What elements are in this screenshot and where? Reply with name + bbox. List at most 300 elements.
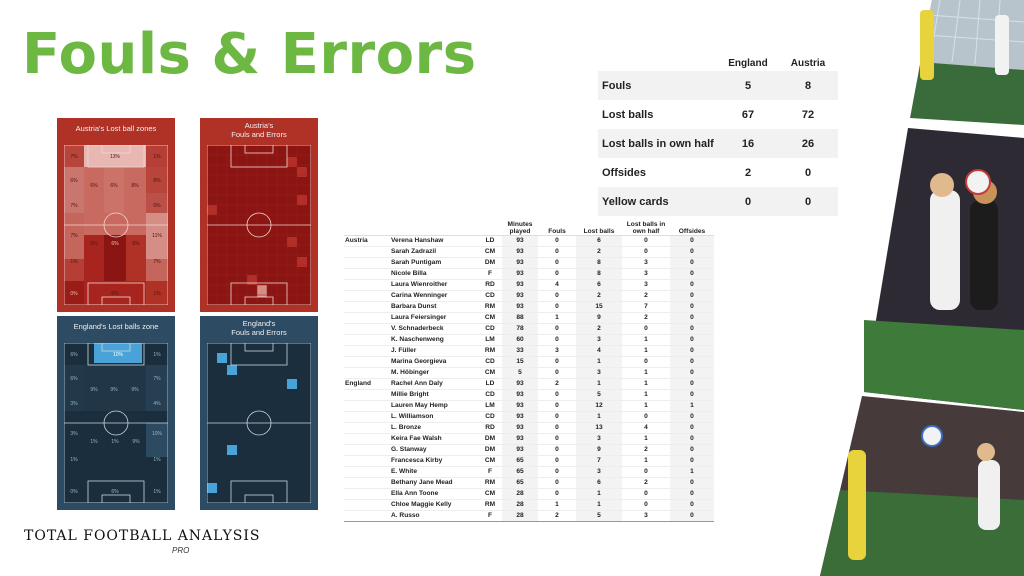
zone-label: 9% (131, 387, 139, 393)
zone-label: 1% (90, 439, 98, 445)
zone-label: 1% (153, 352, 161, 358)
position: RM (478, 499, 502, 510)
zone-label: 6% (90, 183, 98, 189)
lost-own-half: 0 (622, 323, 670, 334)
zone-label: 7% (70, 233, 78, 239)
foul-marker (287, 379, 297, 389)
fouls: 1 (538, 312, 576, 323)
fouls: 1 (538, 499, 576, 510)
summary-header-austria: Austria (790, 57, 826, 69)
england-lost-pitch (64, 343, 168, 503)
minutes-played: 93 (502, 422, 538, 433)
lost-balls: 6 (576, 235, 622, 246)
lost-balls: 1 (576, 411, 622, 422)
minutes-played: 5 (502, 367, 538, 378)
zone-label: 8% (131, 183, 139, 189)
minutes-played: 15 (502, 356, 538, 367)
lost-balls: 8 (576, 257, 622, 268)
lost-balls: 2 (576, 246, 622, 257)
player-name: L. Bronze (390, 422, 478, 433)
team-cell (344, 411, 390, 422)
lost-balls: 2 (576, 290, 622, 301)
position: CM (478, 488, 502, 499)
lost-own-half: 2 (622, 312, 670, 323)
lost-balls: 3 (576, 334, 622, 345)
position: DM (478, 433, 502, 444)
zone-label: 9% (90, 387, 98, 393)
fouls: 0 (538, 257, 576, 268)
lost-own-half: 1 (622, 367, 670, 378)
position: CD (478, 323, 502, 334)
england-lost-ball-zones-panel (57, 316, 175, 510)
minutes-played: 93 (502, 378, 538, 389)
fouls: 0 (538, 367, 576, 378)
zone-label: 9% (132, 439, 140, 445)
lost-own-half: 1 (622, 455, 670, 466)
player-row (344, 235, 714, 246)
player-name: A. Russo (390, 510, 478, 521)
zone-label: 3% (70, 431, 78, 437)
panel-title (200, 319, 318, 337)
brand-logo-sub: PRO (172, 546, 190, 555)
fouls: 0 (538, 301, 576, 312)
minutes-played: 93 (502, 400, 538, 411)
position: CD (478, 389, 502, 400)
lost-own-half: 4 (622, 422, 670, 433)
zone-label: 9% (110, 387, 118, 393)
player-row (344, 466, 714, 477)
zone-label: 7% (70, 154, 78, 160)
team-cell (344, 466, 390, 477)
zone-label: 7% (153, 376, 161, 382)
fouls: 0 (538, 356, 576, 367)
offsides: 0 (670, 334, 714, 345)
player-row (344, 312, 714, 323)
summary-value-austria: 0 (804, 166, 812, 179)
player-name: Nicole Billa (390, 268, 478, 279)
position: RD (478, 279, 502, 290)
fouls: 0 (538, 389, 576, 400)
lost-balls: 4 (576, 345, 622, 356)
minutes-played: 93 (502, 433, 538, 444)
fouls: 0 (538, 400, 576, 411)
lost-balls: 7 (576, 455, 622, 466)
offsides: 0 (670, 444, 714, 455)
lost-own-half: 0 (622, 246, 670, 257)
player-row (344, 510, 714, 521)
zone-label: 1% (153, 154, 161, 160)
lost-balls: 13 (576, 422, 622, 433)
player-name: Verena Hanshaw (390, 235, 478, 246)
team-cell (344, 356, 390, 367)
player-name: Sarah Puntigam (390, 257, 478, 268)
lost-balls: 3 (576, 433, 622, 444)
team-cell: Austria (344, 235, 390, 246)
team-cell (344, 488, 390, 499)
zone-label: 4% (153, 401, 161, 407)
minutes-played: 93 (502, 389, 538, 400)
player-row (344, 323, 714, 334)
team-cell (344, 433, 390, 444)
position: F (478, 510, 502, 521)
zone-label: 1% (153, 457, 161, 463)
player-name: Millie Bright (390, 389, 478, 400)
player-name: Marina Georgieva (390, 356, 478, 367)
lost-balls: 1 (576, 378, 622, 389)
position: DM (478, 257, 502, 268)
player-name: Barbara Dunst (390, 301, 478, 312)
summary-value-austria: 0 (778, 187, 838, 216)
position: CM (478, 367, 502, 378)
position: DM (478, 444, 502, 455)
lost-own-half: 3 (622, 268, 670, 279)
offsides: 0 (670, 411, 714, 422)
summary-value-austria: 72 (801, 108, 815, 121)
summary-value-austria: 8 (778, 71, 838, 100)
summary-label: Offsides (602, 166, 647, 179)
player-name: Bethany Jane Mead (390, 477, 478, 488)
offsides: 0 (670, 235, 714, 246)
zone-label: 6% (110, 183, 118, 189)
player-name: J. Füller (390, 345, 478, 356)
offsides: 0 (670, 378, 714, 389)
position: RM (478, 345, 502, 356)
minutes-played: 78 (502, 323, 538, 334)
zone-label: 6% (70, 352, 78, 358)
player-name: V. Schnaderbeck (390, 323, 478, 334)
lost-own-half: 3 (622, 257, 670, 268)
zone-label: 1% (153, 291, 161, 297)
position: CM (478, 455, 502, 466)
panel-title: Austria's Lost ball zones (75, 124, 157, 133)
lost-balls: 6 (576, 477, 622, 488)
lost-balls: 3 (576, 466, 622, 477)
fouls: 0 (538, 455, 576, 466)
zone-label: 10% (112, 352, 124, 358)
offsides: 0 (670, 488, 714, 499)
panel-title-line-1: England's (242, 319, 276, 328)
minutes-played: 28 (502, 510, 538, 521)
zone-label: 3% (70, 401, 78, 407)
summary-value-austria: 26 (778, 129, 838, 158)
england-fouls-errors-panel (200, 316, 318, 510)
panel-title: England's Lost balls zone (73, 322, 159, 331)
minutes-played: 93 (502, 246, 538, 257)
minutes-played: 93 (502, 411, 538, 422)
position: LD (478, 378, 502, 389)
player-row (344, 488, 714, 499)
player-stats-table (344, 217, 714, 522)
offsides: 0 (670, 510, 714, 521)
lost-balls: 8 (576, 268, 622, 279)
lost-own-half: 1 (622, 400, 670, 411)
zone-label: 6% (70, 376, 78, 382)
zone-label: 6% (111, 241, 119, 247)
lost-own-half: 0 (622, 488, 670, 499)
page-title: Fouls & Errors (22, 22, 477, 87)
col-header-fouls: Fouls (538, 217, 576, 235)
zone-label: 10% (151, 431, 163, 437)
position: CM (478, 312, 502, 323)
offsides: 0 (670, 356, 714, 367)
minutes-played: 93 (502, 301, 538, 312)
lost-balls: 9 (576, 444, 622, 455)
team-cell (344, 455, 390, 466)
lost-own-half: 2 (622, 290, 670, 301)
fouls: 2 (538, 378, 576, 389)
fouls: 0 (538, 422, 576, 433)
lost-own-half: 1 (622, 334, 670, 345)
position: CD (478, 356, 502, 367)
lost-own-half: 7 (622, 301, 670, 312)
player-name: Laura Wienroither (390, 279, 478, 290)
team-cell (344, 400, 390, 411)
lost-own-half: 0 (622, 466, 670, 477)
position: F (478, 466, 502, 477)
team-cell (344, 422, 390, 433)
team-cell (344, 301, 390, 312)
summary-header-england: England (728, 57, 768, 69)
panel-title-line-2: Fouls and Errors (231, 328, 287, 337)
player-name: Carina Wenninger (390, 290, 478, 301)
lost-own-half: 3 (622, 510, 670, 521)
zone-label: 0% (70, 291, 78, 297)
player-name: G. Stanway (390, 444, 478, 455)
zone-label: 1% (70, 457, 78, 463)
player-row (344, 499, 714, 510)
minutes-played: 93 (502, 444, 538, 455)
position: F (478, 268, 502, 279)
offsides: 0 (670, 301, 714, 312)
lost-balls: 1 (576, 488, 622, 499)
team-cell (344, 499, 390, 510)
player-row (344, 290, 714, 301)
lost-balls: 15 (576, 301, 622, 312)
minutes-played: 93 (502, 257, 538, 268)
team-cell: England (344, 378, 390, 389)
player-row (344, 367, 714, 378)
offsides: 0 (670, 367, 714, 378)
offsides: 0 (670, 290, 714, 301)
player-rows (344, 235, 714, 521)
player-row (344, 444, 714, 455)
player-name: Keira Fae Walsh (390, 433, 478, 444)
photo-strip (780, 0, 1024, 576)
lost-own-half: 0 (622, 235, 670, 246)
fouls: 0 (538, 466, 576, 477)
position: RM (478, 301, 502, 312)
col-header-lost-own-half: Lost balls in own half (622, 217, 670, 235)
austria-lost-pitch (64, 145, 168, 305)
player-row (344, 411, 714, 422)
position: RM (478, 477, 502, 488)
offsides: 0 (670, 477, 714, 488)
team-cell (344, 444, 390, 455)
lost-balls: 5 (576, 510, 622, 521)
offsides: 0 (670, 499, 714, 510)
team-cell (344, 290, 390, 301)
player-name: Laura Feiersinger (390, 312, 478, 323)
lost-balls: 5 (576, 389, 622, 400)
summary-value-england: 2 (744, 166, 752, 179)
team-cell (344, 334, 390, 345)
brand-logo: TOTAL FOOTBALL ANALYSIS (24, 528, 261, 544)
fouls: 4 (538, 279, 576, 290)
team-cell (344, 312, 390, 323)
minutes-played: 60 (502, 334, 538, 345)
fouls: 0 (538, 433, 576, 444)
minutes-played: 33 (502, 345, 538, 356)
lost-balls: 12 (576, 400, 622, 411)
player-name: Sarah Zadrazil (390, 246, 478, 257)
team-cell (344, 323, 390, 334)
position: CD (478, 411, 502, 422)
minutes-played: 28 (502, 488, 538, 499)
offsides: 1 (670, 400, 714, 411)
team-cell (344, 510, 390, 521)
foul-marker (227, 445, 237, 455)
zone-label: 1% (70, 259, 78, 265)
player-name: L. Williamson (390, 411, 478, 422)
fouls: 0 (538, 334, 576, 345)
zone-label: 1% (153, 489, 161, 495)
austria-lost-ball-zones-panel (57, 118, 175, 312)
minutes-played: 93 (502, 290, 538, 301)
col-header-team (344, 217, 390, 235)
offsides: 0 (670, 345, 714, 356)
player-row (344, 422, 714, 433)
summary-value-england: 16 (718, 129, 778, 158)
zone-label: 6% (111, 291, 119, 297)
fouls: 0 (538, 323, 576, 334)
lost-own-half: 1 (622, 378, 670, 389)
offsides: 0 (670, 433, 714, 444)
team-cell (344, 246, 390, 257)
offsides: 0 (670, 312, 714, 323)
offsides: 0 (670, 257, 714, 268)
zone-label: 6% (70, 178, 78, 184)
player-row (344, 455, 714, 466)
lost-balls: 6 (576, 279, 622, 290)
panel-title-line-2: Fouls and Errors (231, 130, 287, 139)
position: LM (478, 400, 502, 411)
player-name: Francesca Kirby (390, 455, 478, 466)
offsides: 0 (670, 268, 714, 279)
player-row (344, 345, 714, 356)
zone-label: 1% (111, 439, 119, 445)
zone-label: 6% (153, 203, 161, 209)
col-header-lost-balls: Lost balls (576, 217, 622, 235)
offsides: 0 (670, 323, 714, 334)
lost-own-half: 0 (622, 356, 670, 367)
player-row (344, 356, 714, 367)
lost-balls: 1 (576, 499, 622, 510)
summary-label: Yellow cards (598, 187, 718, 216)
team-cell (344, 477, 390, 488)
zone-label: 0% (70, 489, 78, 495)
lost-balls: 1 (576, 356, 622, 367)
lost-own-half: 3 (622, 279, 670, 290)
player-name: Lauren May Hemp (390, 400, 478, 411)
fouls: 0 (538, 235, 576, 246)
panel-title (200, 121, 318, 139)
player-row (344, 279, 714, 290)
position: LD (478, 235, 502, 246)
england-fouls-pitch (207, 343, 311, 503)
offsides: 0 (670, 389, 714, 400)
minutes-played: 93 (502, 279, 538, 290)
player-row (344, 400, 714, 411)
position: CM (478, 246, 502, 257)
zone-label: 7% (153, 259, 161, 265)
col-header-minutes[interactable]: Minutes played (502, 217, 538, 235)
offsides: 0 (670, 246, 714, 257)
position: RD (478, 422, 502, 433)
lost-own-half: 2 (622, 477, 670, 488)
col-header-position (478, 217, 502, 235)
zone-label: 6% (90, 241, 98, 247)
player-row (344, 477, 714, 488)
player-name: E. White (390, 466, 478, 477)
panel-title-line-1: Austria's (244, 121, 274, 130)
lost-own-half: 0 (622, 499, 670, 510)
team-cell (344, 389, 390, 400)
fouls: 0 (538, 488, 576, 499)
minutes-played: 65 (502, 477, 538, 488)
lost-own-half: 0 (622, 411, 670, 422)
zone-label: 7% (70, 203, 78, 209)
summary-label: Fouls (598, 71, 718, 100)
lost-own-half: 1 (622, 433, 670, 444)
offsides: 0 (670, 279, 714, 290)
foul-marker (227, 365, 237, 375)
offsides: 0 (670, 455, 714, 466)
team-cell (344, 345, 390, 356)
lost-own-half: 1 (622, 345, 670, 356)
lost-balls: 9 (576, 312, 622, 323)
team-cell (344, 268, 390, 279)
lost-own-half: 1 (622, 389, 670, 400)
match-photos (780, 0, 1024, 576)
zone-label: 11% (152, 233, 162, 239)
foul-marker (217, 353, 227, 363)
minutes-played: 93 (502, 235, 538, 246)
fouls: 3 (538, 345, 576, 356)
player-row (344, 389, 714, 400)
player-row (344, 246, 714, 257)
team-cell (344, 279, 390, 290)
lost-own-half: 2 (622, 444, 670, 455)
minutes-played: 65 (502, 455, 538, 466)
summary-value-england: 67 (741, 108, 755, 121)
player-row (344, 378, 714, 389)
summary-value-england: 5 (718, 71, 778, 100)
foul-marker (207, 483, 217, 493)
player-row (344, 268, 714, 279)
player-row (344, 433, 714, 444)
fouls: 0 (538, 290, 576, 301)
fouls: 2 (538, 510, 576, 521)
team-cell (344, 367, 390, 378)
summary-header-blank (598, 55, 718, 71)
zone-label: 6% (132, 241, 140, 247)
fouls: 0 (538, 444, 576, 455)
austria-fouls-pitch (207, 145, 311, 305)
player-name: Rachel Ann Daly (390, 378, 478, 389)
player-row (344, 257, 714, 268)
fouls: 0 (538, 411, 576, 422)
player-name: M. Höbinger (390, 367, 478, 378)
